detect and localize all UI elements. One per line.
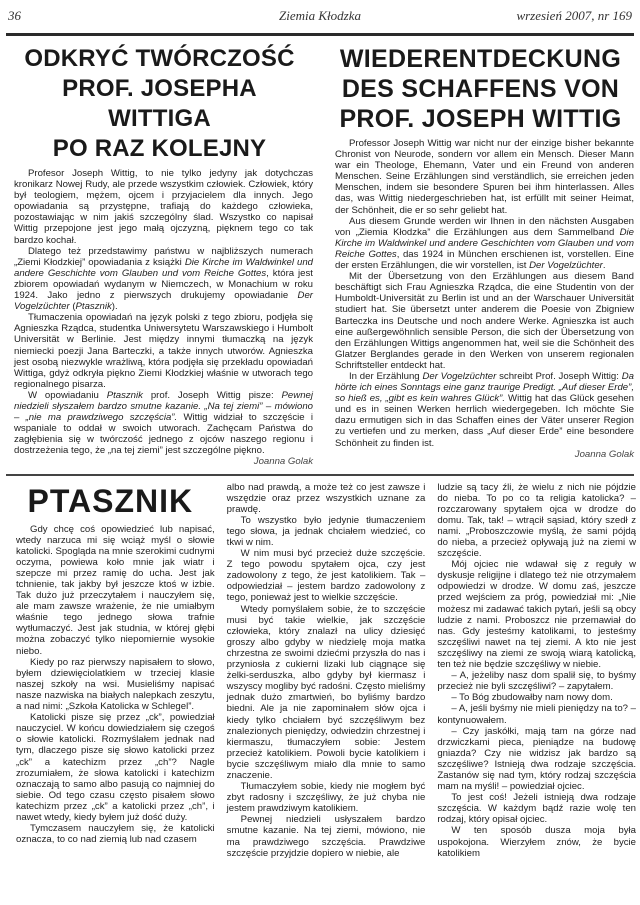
article-paragraph	[14, 390, 313, 457]
text-run: prof. Joseph Wittig pisze:	[142, 389, 282, 401]
magazine-title: Ziemia Kłodzka	[279, 8, 361, 23]
italic-text: Da hörte ich eines Sonntags eine ganz traurige Predigt. „Auf dieser Erde”, so hieß es, „gibt es kein wahres Glück”.	[335, 370, 634, 405]
polish-headline	[6, 44, 313, 164]
text-run: , która jest zbiorem opowiadań wydanym w Niemczech, w Monachium w roku 1924. Jako jedno z pierwszych drukujemy opowiadanie	[14, 267, 313, 302]
text-run: In der Erzählung	[349, 370, 423, 382]
section-divider	[6, 474, 634, 476]
story-paragraph: To wszystko było jedynie tłumaczeniem tego słowa, ja jednak chciałem wiedzieć, co tkwi w nim.	[226, 514, 426, 548]
story-headline: PTASZNIK	[27, 482, 194, 519]
headline-line: PROF. JOSEPH WITTIG	[339, 105, 622, 133]
text-run: Profesor Joseph Wittig, to nie tylko jedyny jak dotychczas kronikarz Nowej Rudy, ale przede wszystkim człowiek. Człowiek, który był teologiem, mężem, ojcem i przyjacielem dla innych. Jego opowiadania są przystępne, trafiają do każdego człowieka, pozostawiając w nim jakiś szczególny ślad. Wszystko co napisał Wittig przepojone jest jego małą ojczyzną, pięknem tego co tak bardzo kochał.	[14, 168, 313, 246]
article-paragraph	[335, 138, 634, 216]
headline-line: PROF. JOSEPHA	[62, 75, 257, 102]
story-paragraph: Katolicki pisze się przez „ck”, powiedział nauczyciel. W końcu dowiedziałem się czegoś o słowie katolicki. Rozmyślałem jednak nad tym, dlaczego pisze się słowo katolicki przez „ck” a katechizm przez „ch”? Nagle zrozumiałem, że słowa katolicki i katechizm oznaczają to samo albo pasują co najmniej do siebie. Od tego czasu często pisałem słowo katechizm przez „ck” a katolicki przez „ch”, i nawet wtedy, kiedy byłem już dość duży.	[16, 712, 215, 823]
story-column-1	[16, 482, 215, 859]
article-paragraph	[14, 312, 313, 390]
article-paragraph	[335, 271, 634, 371]
article-paragraph	[335, 216, 634, 271]
italic-text: Ptasznik	[75, 301, 112, 313]
story-column-3	[437, 482, 636, 859]
story-paragraph: – Czy jaskółki, mają tam na górze nad drzwiczkami pieca, pieniądze na budowę gniazda? Czy nie widzisz jak bardzo są szczęśliwe? Istnieją dwa rodzaje szczęścia. Zastanów się nad tym, który rodzaj szczęścia mam na myśli! – powiedział ojciec.	[437, 725, 637, 793]
author-signature: Joanna Golak	[253, 456, 313, 468]
story-paragraph: Pewnej niedzieli usłyszałem bardzo smutne kazanie. Na tej ziemi, mówiono, nie ma prawdziwego szczęścia. Prawdziwe szczęście przyjdzie dopiero w niebie, ale	[226, 814, 426, 859]
text-run: Mit der Übersetzung von den Erzählungen aus diesem Band beschäftigt sich Frau Agnieszka Rządca, die eine Studentin von der Humboldt-Universität zu Berlin ist und an der Warschauer Universität studiert hat. Sie übersetzt unter anderem die Poesie von Zbigniew Barteczka ins Deutsche und noch andere Werke. Agnieszka ist auch eine außergewöhnlich sensible Person, die sich der Übersetzung von den Erzählungen Wittigs angenommen hat, weil sie die Schönheit des Glatzer Berglandes gerade in den Werken von unserem regionalen Schriftsteller entdeckt hat.	[335, 271, 634, 371]
italic-text: Der Vogelzüchter	[422, 370, 497, 382]
article-paragraph	[14, 168, 313, 246]
story-paragraph: albo nad prawdą, a może też co jest zawsze i wszędzie oraz przez wszystkich uznane za prawdę.	[226, 481, 426, 515]
text-run: (	[69, 301, 76, 313]
text-run: .	[602, 260, 606, 272]
german-headline	[327, 44, 634, 134]
story-column-2-body	[227, 482, 426, 859]
headline-line: DES SCHAFFENS VON	[341, 75, 620, 103]
italic-text: Pewnej niedzieli słyszałem bardzo smutne kazanie. „Na tej ziemi” – mówiono – „nie ma prawdziwego szczęścia”.	[14, 389, 313, 424]
italic-text: Die Kirche im Waldwinkel und andere Geschichten vom Glauben und vom Reiche Gottes	[335, 226, 634, 260]
story-paragraph: – A, jeśli byśmy nie mieli pieniędzy na to? – kontynuowałem.	[437, 703, 637, 726]
story-section	[0, 482, 640, 859]
text-run: Aus diesem Grunde werden wir Ihnen in den nächsten Ausgaben von „Ziemia Kłodzka” die Erzählungen aus dem Sammelband	[335, 215, 634, 238]
story-paragraph: Wtedy pomyślałem sobie, że to szczęście musi być takie wielkie, jak szczęście człowieka, który znalazł na ulicy dziesięć groszy albo gdyby w niedzielę moja matka chrzestna ze swoimi dziećmi przyszła do nas i przyniosła z cukierni lizaki lub ciągnące się żelki-serduszka, albo gdyby był kiermasz i wszyscy mogliby być radośni. Często mieliśmy jednak dużo zmartwień, bo byliśmy bardzo biedni. Ale ja nie zapominałem słów ojca i kiedy tylko chciałem być szczęśliwym bez znalezionych pieniędzy, odwiedzin chrzestnej i kiermaszu, tłumaczyłem sobie: Jestem przecież katolikiem. Powoli bycie katolikiem i bycie szczęśliwym miało dla mnie to samo znaczenie.	[226, 603, 426, 781]
story-paragraph: Kiedy po raz pierwszy napisałem to słowo, byłem dziewięciolatkiem w trzeciej klasie naszej szkoły na wsi. Musieliśmy napisać nasze nazwiska na białych nalepkach zeszytu, a nad nimi: „Szkoła Katolicka w Schlegel”.	[16, 656, 215, 713]
story-paragraph: Tłumaczyłem sobie, kiedy nie mogłem być zbyt radosny i szczęśliwy, że już chyba nie jestem prawdziwym katolikiem.	[226, 781, 426, 815]
italic-text: Die Kirche im Waldwinkel und andere Geschichte vom Glauben und vom Reiche Gottes	[14, 256, 313, 279]
story-paragraph: – A, jeżeliby nasz dom spalił się, to byśmy przecież nie byli szczęśliwi? – zapytałem.	[437, 670, 637, 693]
text-run: ).	[111, 301, 118, 313]
polish-article-body	[6, 168, 313, 468]
story-column-1-body	[16, 524, 215, 846]
text-run: Wittig hat das Glück gesehen und es in seinen Werken herrlich wiedergegeben. Ich möchte Sie dazu ermutigen sich in das Schaffen eines der Väter unserer Region zu vertiefen und zu merken, dass „Auf dieser Erde” eine besondere Schönheit zu finden ist.	[335, 393, 634, 449]
story-paragraph: ludzie są tacy źli, że wielu z nich nie pójdzie do nieba. To po co ta religia katolicka? – rozczarowany spytałem ojca w drodze do domu. Tak, tak! – wtrącił sąsiad, który szedł z nami. „Proboszczowie myślą, że sami pójdą do nieba, a przecież opływają już na ziemi w szczęście.	[437, 481, 637, 560]
page-header	[6, 8, 634, 28]
text-run: W opowiadaniu	[28, 389, 107, 401]
headline-line: WITTIGA	[108, 105, 211, 132]
text-run: Tłumaczenia opowiadań na język polski z tego zbioru, podjęła się Agnieszka Rządca, studentka Uniwersytetu Warszawskiego i Humbolt Universität w Berlinie. Jest między innymi tłumaczką na język niemiecki poezji Jana Barteczki, a także innych utworów. Agnieszka jest osobą niezwykle wrażliwą, która podjęła się przekładu opowiadań Wittiga, gdyż odkryła piękno Ziemi Kłodzkiej właśnie w utworach tego regionalnego pisarza.	[14, 312, 313, 390]
italic-text: Der Vogelzüchter	[14, 290, 313, 313]
text-run: , das 1924 in München erschienen ist, vorstellen. Eine der ersten Erzählungen, die wir vorstellen, ist	[335, 248, 634, 272]
story-paragraph: – To Bóg zbudowałby nam nowy dom.	[451, 692, 613, 704]
story-column-3-body	[437, 482, 636, 859]
article-paragraph	[335, 371, 634, 449]
text-run: Wittig widział to szczęście i wspaniale to oddał w swoich utworach. Zachęcam Państwa do zagłębienia się w twórczość jednego z ojców naszego regionu i dostrzeżenia tego, że „na tej ziemi” jest szczególne piękno.	[14, 412, 313, 457]
article-paragraph	[14, 246, 313, 313]
german-article	[327, 44, 634, 468]
page-content	[0, 44, 640, 859]
story-column-2	[227, 482, 426, 859]
headline-line: ODKRYĆ TWÓRCZOŚĆ	[24, 45, 295, 72]
page-number: 36	[8, 8, 21, 23]
story-paragraph: W nim musi być przecież duże szczęście. Z tego powodu spytałem ojca, czy jest zadowolony z tego, że jest katolikiem. Tak – odpowiedział – jestem bardzo zadowolony z tego, ponieważ jest to wielkie szczęście.	[226, 548, 426, 604]
italic-text: Ptasznik	[106, 389, 143, 401]
text-run: Dlatego też przedstawimy państwu w najbliższych numerach „Ziemi Kłodzkiej” opowiadania z książki	[14, 245, 313, 268]
story-paragraph: Mój ojciec nie wdawał się z reguły w dyskusje religijne i dlatego też nie otrzymałem odpowiedzi w drodze. W domu zaś, jeszcze przed wejściem za próg, powiedział mi: „Nie możesz mi zadawać takich pytań, jeśli są obcy ludzie z nami. Proboszcz nie przemawiał do nas. Gdy jesteśmy katolikami, to jesteśmy szczęśliwi nawet na tej ziemi. A kto nie jest szczęśliwy na ziemi ze swoją wiarą katolicką, ten też nie będzie szczęśliwy w niebie.	[437, 559, 637, 671]
headline-line: PO RAZ KOLEJNY	[52, 135, 267, 162]
author-signature: Joanna Golak	[574, 448, 634, 460]
text-run: schreibt Prof. Joseph Wittig:	[496, 370, 622, 382]
german-article-body	[327, 138, 634, 460]
story-paragraph: Tymczasem nauczyłem się, że katolicki oznacza, to co nad ziemią lub nad czasem	[16, 823, 215, 846]
italic-text: Der Vogelzüchter	[529, 260, 603, 272]
top-section	[6, 44, 634, 468]
text-run: Professor Joseph Wittig war nicht nur der einzige bisher bekannte Chronist von Neurode, sondern vor allem ein Mensch. Dieser Mann war ein Theologe, Ehemann, Vater und ein Freund von anderen Menschen. Seine Erzählungen sind verständlich, sie erreichen jeden Menschen, indem sie besondere Spuren bei ihm hinterlassen. Alles das, was Wittig niedergeschrieben hat, ist erfüllt mit seiner Heimat, der Schönheit, die er so sehr geliebt hat.	[335, 138, 634, 216]
header-rule	[6, 33, 634, 36]
polish-article	[6, 44, 313, 468]
story-paragraph: W ten sposób dusza moja była uspokojona. Wierzyłem znów, że bycie katolikiem	[437, 825, 637, 859]
issue-date: wrzesień 2007, nr 169	[516, 8, 632, 23]
story-paragraph: To jest coś! Jeżeli istnieją dwa rodzaje szczęścia. W każdym bądź razie wolę ten rodzaj, który opisał ojciec.	[437, 792, 637, 826]
story-paragraph: Gdy chcę coś opowiedzieć lub napisać, wtedy narzuca mi się wciąż myśl o słowie katolicki. Spogląda na mnie szerokimi cudnymi oczyma, powiewa koło mnie jak wiatr i szepcze mi przez ramię do ucha. Jest jak tchnienie, tak jakby był jeszcze ktoś w izbie. Tak dużo już przeczytałem i nauczyłem się, ale mam zawsze wrażenie, że nie umiałbym właśnie tego jednego słowa trafnie wytłumaczyć. Jest jak studnia, w której głębi można zobaczyć tylko niepomiernie wysokie niebo.	[16, 523, 215, 657]
headline-line: WIEDERENTDECKUNG	[339, 45, 622, 73]
